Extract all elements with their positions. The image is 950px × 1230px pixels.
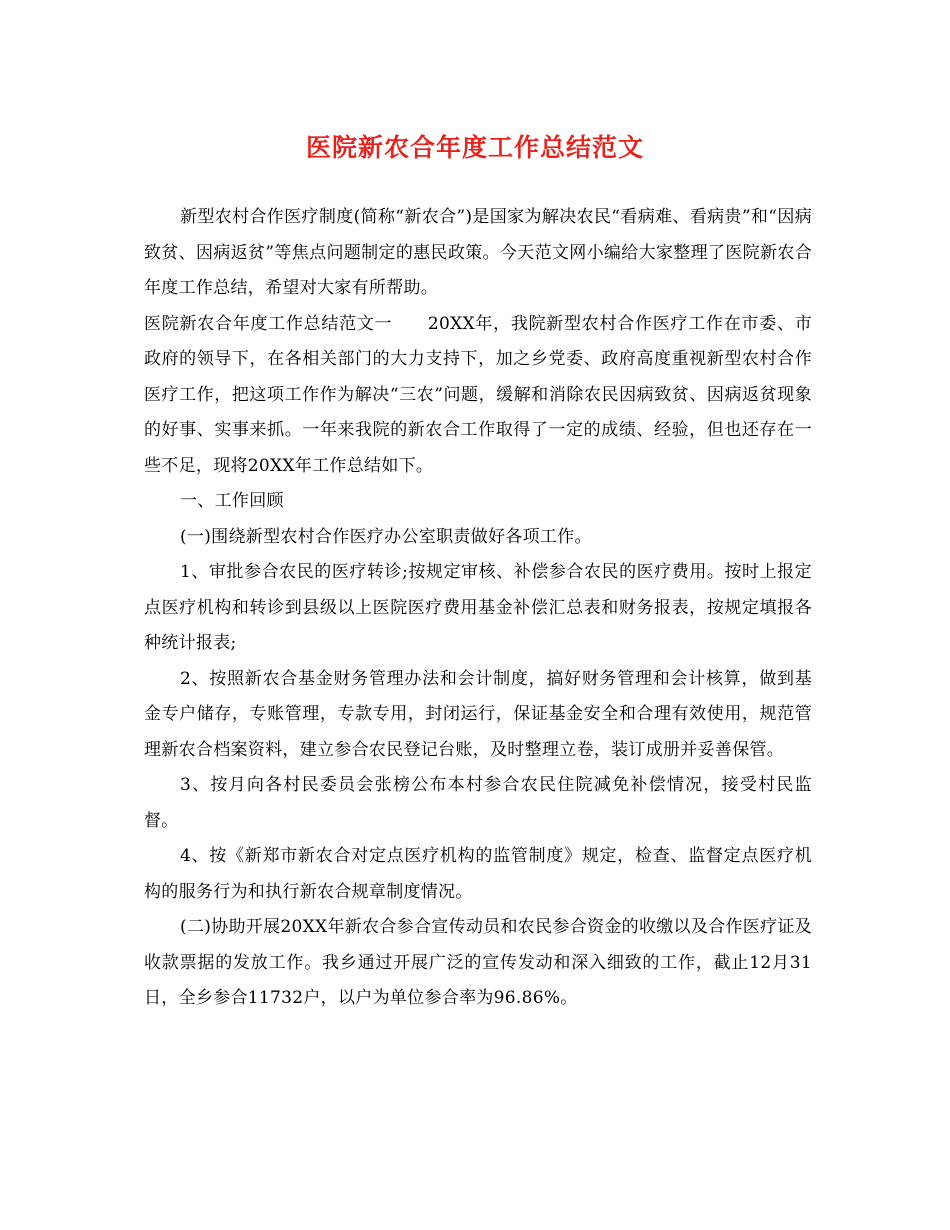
paragraph-intro: 新型农村合作医疗制度(简称“新农合”)是国家为解决农民“看病难、看病贵”和“因病致贫、因病返贫”等焦点问题制定的惠民政策。今天范文网小编给大家整理了医院新农合年度工作总结，希望对大家有所帮助。: [144, 207, 812, 298]
section-heading-review: 一、工作回顾: [180, 491, 284, 511]
paragraph-item-2: 2、按照新农合基金财务管理办法和会计制度，搞好财务管理和会计核算，做到基金专户储存，专账管理，专款专用，封闭运行，保证基金安全和合理有效使用，规范管理新农合档案资料，建立参合农民登记台账，及时整理立卷，装订成册并妥善保管。: [144, 668, 812, 760]
document-body: [144, 200, 812, 1017]
paragraph-subsection-2: (二)协助开展20XX年新农合参合宣传动员和农民参合资金的收缴以及合作医疗证及收款票据的发放工作。我乡通过开展广泛的宣传发动和深入细致的工作，截止12月31日，全乡参合11732户，以户为单位参合率为96.86%。: [144, 917, 812, 1008]
paragraph-item-3: 3、按月向各村民委员会张榜公布本村参合农民住院减免补偿情况，接受村民监督。: [144, 775, 812, 831]
subsection-heading-1: (一)围绕新型农村合作医疗办公室职责做好各项工作。: [180, 526, 592, 547]
paragraph-item-4: 4、按《新郑市新农合对定点医疗机构的监管制度》规定，检查、监督定点医疗机构的服务行为和执行新农合规章制度情况。: [144, 846, 812, 902]
document-title: 医院新农合年度工作总结范文: [305, 133, 644, 162]
paragraph-item-1: 1、审批参合农民的医疗转诊;按规定审核、补偿参合农民的医疗费用。按时上报定点医疗机构和转诊到县级以上医院医疗费用基金补偿汇总表和财务报表，按规定填报各种统计报表;: [144, 562, 812, 653]
paragraph-summary: 医院新农合年度工作总结范文一 20XX年，我院新型农村合作医疗工作在市委、市政府的领导下，在各相关部门的大力支持下，加之乡党委、政府高度重视新型农村合作医疗工作，把这项工作作为解决“三农”问题，缓解和消除农民因病致贫、因病返贫现象的好事、实事来抓。一年来我院的新农合工作取得了一定的成绩、经验，但也还存在一些不足，现将20XX年工作总结如下。: [144, 313, 812, 476]
